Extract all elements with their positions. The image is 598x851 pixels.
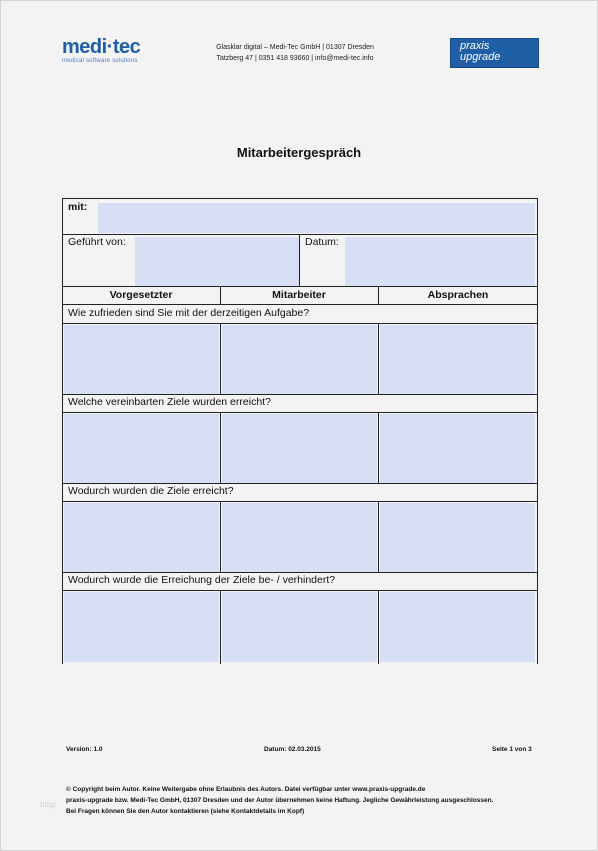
question-4: Wodurch wurde die Erreichung der Ziele be- / verhindert? <box>68 574 336 586</box>
mit-field[interactable] <box>98 203 535 233</box>
badge-line2: upgrade <box>460 51 501 63</box>
rule <box>62 501 538 502</box>
badge-line1: praxis <box>460 40 490 52</box>
document-title: Mitarbeitergespräch <box>236 145 362 160</box>
header-info-line1: Glasklar digital – Medi-Tec GmbH | 01307 Dresden <box>216 44 374 51</box>
footer-date: Datum: 02.03.2015 <box>264 746 321 753</box>
rule <box>62 198 63 664</box>
copyright-line1: © Copyright beim Autor. Keine Weitergabe ohne Erlaubnis des Autors. Datei verfügbar unter www.praxis-upgrade.de <box>66 786 426 793</box>
rule <box>220 412 221 483</box>
question-3: Wodurch wurden die Ziele erreicht? <box>68 485 234 497</box>
column-header-absprachen: Absprachen <box>427 289 489 301</box>
answer-vorgesetzter-3[interactable] <box>64 503 219 573</box>
rule <box>62 234 538 235</box>
header-contact-info <box>190 42 400 64</box>
footer-page-number: Seite 1 von 3 <box>492 746 532 753</box>
footer-version: Version: 1.0 <box>66 746 103 753</box>
rule <box>220 323 221 394</box>
rule <box>220 501 221 572</box>
answer-absprachen-1[interactable] <box>380 325 535 395</box>
question-2: Welche vereinbarten Ziele wurden erreicht? <box>68 396 271 408</box>
logo-wordmark: medi·tec <box>62 36 141 58</box>
answer-vorgesetzter-2[interactable] <box>64 414 219 484</box>
gefuehrt-von-field[interactable] <box>135 237 299 286</box>
column-header-mitarbeiter: Mitarbeiter <box>272 289 326 301</box>
answer-absprachen-2[interactable] <box>380 414 535 484</box>
blog-watermark: blog <box>40 800 56 809</box>
rule <box>62 198 538 199</box>
rule <box>62 394 538 395</box>
answer-mitarbeiter-2[interactable] <box>222 414 377 484</box>
gefuehrt-von-label: Geführt von: <box>68 236 126 248</box>
datum-field[interactable] <box>345 237 535 286</box>
rule <box>62 412 538 413</box>
praxis-upgrade-logo <box>450 38 539 68</box>
answer-vorgesetzter-4[interactable] <box>64 592 219 662</box>
rule <box>62 286 538 287</box>
logo-subtext: medical software solutions <box>62 58 138 64</box>
answer-mitarbeiter-4[interactable] <box>222 592 377 662</box>
rule <box>62 572 538 573</box>
rule <box>378 501 379 572</box>
copyright-line3: Bei Fragen können Sie den Autor kontaktieren (siehe Kontaktdetails im Kopf) <box>66 808 305 815</box>
rule <box>220 590 221 664</box>
copyright-line2: praxis-upgrade bzw. Medi-Tec GmbH, 01307 Dresden und der Autor übernehmen keine Haftung. Jegliche Gewährleistung ausgeschlossen. <box>66 797 494 804</box>
medi-tec-logo <box>62 37 152 64</box>
rule <box>378 412 379 483</box>
rule <box>62 590 538 591</box>
answer-mitarbeiter-1[interactable] <box>222 325 377 395</box>
datum-label: Datum: <box>305 236 339 248</box>
rule <box>62 304 538 305</box>
mit-label: mit: <box>68 201 88 213</box>
answer-vorgesetzter-1[interactable] <box>64 325 219 395</box>
answer-mitarbeiter-3[interactable] <box>222 503 377 573</box>
column-header-vorgesetzter: Vorgesetzter <box>109 289 173 301</box>
question-1: Wie zufrieden sind Sie mit der derzeitigen Aufgabe? <box>68 307 310 319</box>
copyright-notice <box>66 784 493 817</box>
answer-absprachen-4[interactable] <box>380 592 535 662</box>
rule <box>62 483 538 484</box>
rule <box>299 234 300 286</box>
rule <box>537 198 538 664</box>
header-info-line2: Tatzberg 47 | 0351 418 93660 | info@medi-tec.info <box>216 55 374 62</box>
answer-absprachen-3[interactable] <box>380 503 535 573</box>
rule <box>378 590 379 664</box>
rule <box>62 323 538 324</box>
rule <box>378 323 379 394</box>
